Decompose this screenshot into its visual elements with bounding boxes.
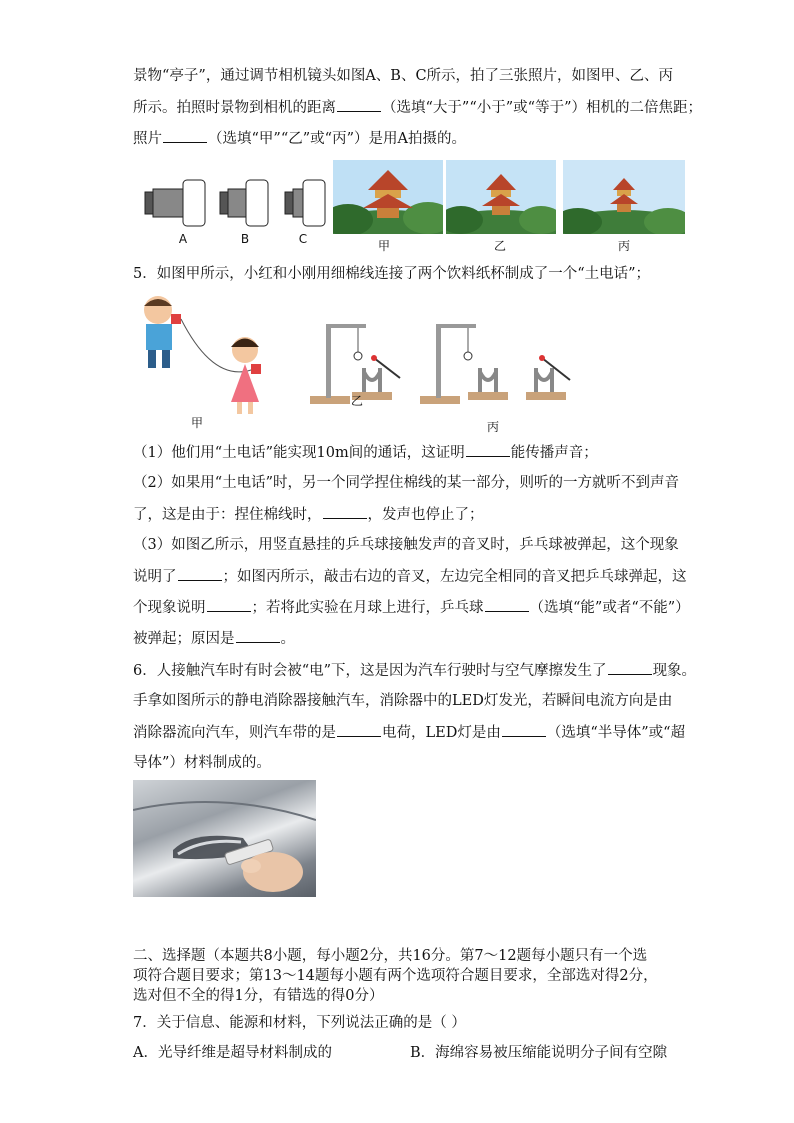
caption-bing-2: 丙 [486, 420, 499, 434]
q5-part3-line2: 说明了 ；如图丙所示，敲击右边的音叉，左边完全相同的音叉把乒乓球弹起，这 [133, 566, 687, 587]
answer-blank [485, 597, 529, 612]
q4-line-3: 照片 （选填“甲”“乙”或“丙”）是用A拍摄的。 [133, 128, 466, 149]
caption-jia: 甲 [377, 239, 390, 253]
q5-part3-line3: 个现象说明 ；若将此实验在月球上进行，乒乓球 （选填“能”或者“不能”） [133, 597, 690, 618]
answer-blank [337, 722, 381, 737]
q5-part3-line1: （3）如图乙所示，用竖直悬挂的乒乓球接触发声的音叉时，乒乓球被弹起，这个现象 [133, 537, 679, 553]
answer-blank [207, 597, 251, 612]
tuning-fork-figure-bing [418, 318, 578, 410]
q7-option-b: B．海绵容易被压缩能说明分子间有空隙 [410, 1045, 668, 1061]
photo-bing [563, 160, 685, 234]
car-door-photo [133, 780, 316, 897]
answer-blank [163, 128, 207, 143]
answer-blank [502, 722, 546, 737]
answer-blank [608, 660, 652, 675]
section-2-line2: 项符合题目要求；第13～14题每小题有两个选项符合题目要求，全部选对得2分， [133, 968, 658, 984]
q6-line3: 消除器流向汽车，则汽车带的是 电荷，LED灯是由 （选填“半导体”或“超 [133, 722, 685, 743]
q5-part3-line4: 被弹起；原因是 。 [133, 628, 295, 649]
q5-part2-line1: （2）如果用“土电话”时，另一个同学捏住棉线的某一部分，则听的一方就听不到声音 [133, 475, 680, 491]
q4-line-1: 景物“亭子”，通过调节相机镜头如图A、B、C所示，拍了三张照片，如图甲、乙、丙 [133, 68, 674, 84]
answer-blank [466, 442, 510, 457]
photo-jia [333, 160, 443, 234]
tin-can-phone-figure [133, 292, 293, 417]
caption-yi: 乙 [493, 239, 506, 253]
answer-blank [337, 97, 381, 112]
section-2-line3: 选对但不全的得1分，有错选的得0分） [133, 988, 384, 1004]
q6-line2: 手拿如图所示的静电消除器接触汽车，消除器中的LED灯发光，若瞬间电流方向是由 [133, 693, 673, 709]
q6-line1: 6．人接触汽车时有时会被“电”下，这是因为汽车行驶时与空气摩擦发生了 现象。 [133, 660, 696, 681]
caption-jia-2: 甲 [190, 416, 203, 430]
caption-bing: 丙 [617, 239, 630, 253]
camera-lens-figure [140, 172, 330, 234]
q6-line4: 导体”）材料制成的。 [133, 755, 271, 771]
answer-blank [236, 628, 280, 643]
photo-yi [446, 160, 556, 234]
q7-stem: 7．关于信息、能源和材料，下列说法正确的是（ ） [133, 1015, 466, 1031]
caption-yi-2: 乙 [350, 394, 363, 408]
section-2-line1: 二、选择题（本题共8小题，每小题2分，共16分。第7～12题每小题只有一个选 [133, 948, 648, 964]
q4-line-2: 所示。拍照时景物到相机的距离 （选填“大于”“小于”或“等于”）相机的二倍焦距； [133, 97, 702, 118]
answer-blank [323, 504, 367, 519]
q7-option-a: A．光导纤维是超导材料制成的 [133, 1045, 332, 1061]
caption-C: C [298, 232, 308, 246]
answer-blank [178, 566, 222, 581]
q5-part2-line2: 了，这是由于：捏住棉线时， ，发声也停止了； [133, 504, 484, 525]
caption-A: A [178, 232, 188, 246]
q5-stem: 5．如图甲所示，小红和小刚用细棉线连接了两个饮料纸杯制成了一个“土电话”； [133, 266, 651, 282]
q5-part1: （1）他们用“土电话”能实现10m间的通话，这证明 能传播声音； [133, 442, 598, 463]
caption-B: B [240, 232, 250, 246]
